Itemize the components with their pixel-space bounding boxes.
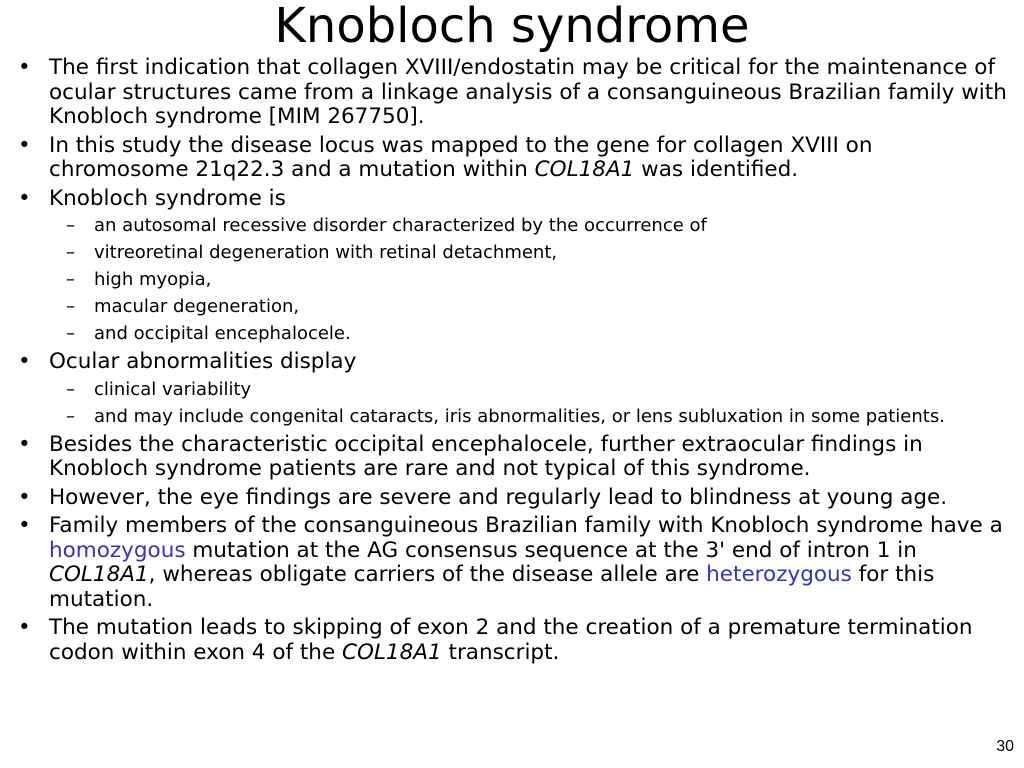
bullet-dot-icon: • — [18, 513, 31, 538]
sub-bullet-text: macular degeneration, — [94, 296, 300, 317]
bullet-dot-icon: • — [18, 185, 31, 211]
bullet-dot-icon: • — [18, 132, 31, 158]
bullet-7-text: mutation at the AG consensus sequence at the 3' end of intron 1 in — [185, 537, 917, 563]
bullet-dot-icon: • — [18, 484, 31, 510]
sub-bullet-text: vitreoretinal degeneration with retinal detachment, — [94, 242, 558, 263]
bullet-8-text: The mutation leads to skipping of exon 2 and the creation of a premature termination codon within exon 4 of the — [49, 615, 973, 665]
sub-bullet-4-1 — [16, 379, 1011, 400]
bullet-2-text: In this study the disease locus was mapped to the gene for collagen XVIII on chromosome 21q22.3 and a mutation within — [49, 132, 873, 182]
gene-name: COL18A1 — [342, 639, 442, 665]
bullet-7-text: for this mutation. — [49, 562, 935, 612]
bullet-dot-icon: • — [18, 55, 31, 80]
bullet-1 — [16, 56, 1011, 130]
sub-bullet-text: clinical variability — [94, 378, 252, 400]
bullet-5 — [16, 433, 1011, 482]
sub-bullet-text: and may include congenital cataracts, iris abnormalities, or lens subluxation in some patients. — [94, 405, 945, 427]
sub-bullet-text: and occipital encephalocele. — [94, 323, 351, 344]
gene-name: COL18A1 — [49, 562, 149, 587]
page-number: 30 — [996, 738, 1014, 755]
dash-icon: – — [66, 405, 75, 427]
bullet-2-text-end: was identified. — [634, 157, 799, 182]
bullet-7-text: , whereas obligate carriers of the disease allele are — [148, 562, 707, 587]
homozygous-link[interactable]: homozygous — [49, 537, 186, 563]
bullet-dot-icon: • — [18, 615, 31, 640]
bullet-4 — [16, 350, 1011, 375]
bullet-6 — [16, 486, 1011, 511]
sub-bullet-4-2 — [16, 406, 1011, 427]
bullet-1-text: The first indication that collagen XVIII/endostatin may be critical for the maintenance of ocular structures came from a linkage analysis of a consanguineous Brazilian family with Knobloch syndrome [MIM 267750]. — [49, 55, 1007, 129]
bullet-3 — [16, 187, 1011, 212]
bullet-3-text: Knobloch syndrome is — [49, 185, 286, 211]
dash-icon: – — [66, 269, 75, 290]
bullet-7 — [16, 514, 1011, 612]
dash-icon: – — [66, 378, 75, 400]
dash-icon: – — [66, 323, 75, 344]
slide-body — [16, 56, 1011, 669]
heterozygous-link[interactable]: heterozygous — [706, 562, 852, 587]
dash-icon: – — [66, 296, 75, 317]
bullet-6-text: However, the eye findings are severe and regularly lead to blindness at young age. — [49, 484, 948, 510]
sub-bullet-3-4 — [16, 296, 1011, 317]
bullet-2 — [16, 134, 1011, 183]
gene-name: COL18A1 — [534, 157, 635, 182]
sub-bullet-3-1 — [16, 215, 1011, 236]
sub-bullet-3-2 — [16, 242, 1011, 263]
bullet-dot-icon: • — [18, 431, 31, 457]
bullet-dot-icon: • — [18, 349, 31, 374]
bullet-4-text: Ocular abnormalities display — [49, 349, 357, 374]
bullet-8-text-end: transcript. — [441, 639, 560, 665]
sub-bullet-3-5 — [16, 323, 1011, 344]
sub-bullet-text: high myopia, — [94, 269, 212, 290]
sub-bullet-3-3 — [16, 269, 1011, 290]
dash-icon: – — [66, 215, 75, 236]
slide-title: Knobloch syndrome — [274, 0, 750, 54]
bullet-7-text: Family members of the consanguineous Brazilian family with Knobloch syndrome have a — [49, 513, 1003, 538]
dash-icon: – — [66, 242, 75, 263]
bullet-5-text: Besides the characteristic occipital encephalocele, further extraocular findings in Knobloch syndrome patients are rare and not typical of this syndrome. — [49, 431, 923, 481]
sub-bullet-text: an autosomal recessive disorder characterized by the occurrence of — [94, 215, 707, 236]
bullet-8 — [16, 616, 1011, 665]
